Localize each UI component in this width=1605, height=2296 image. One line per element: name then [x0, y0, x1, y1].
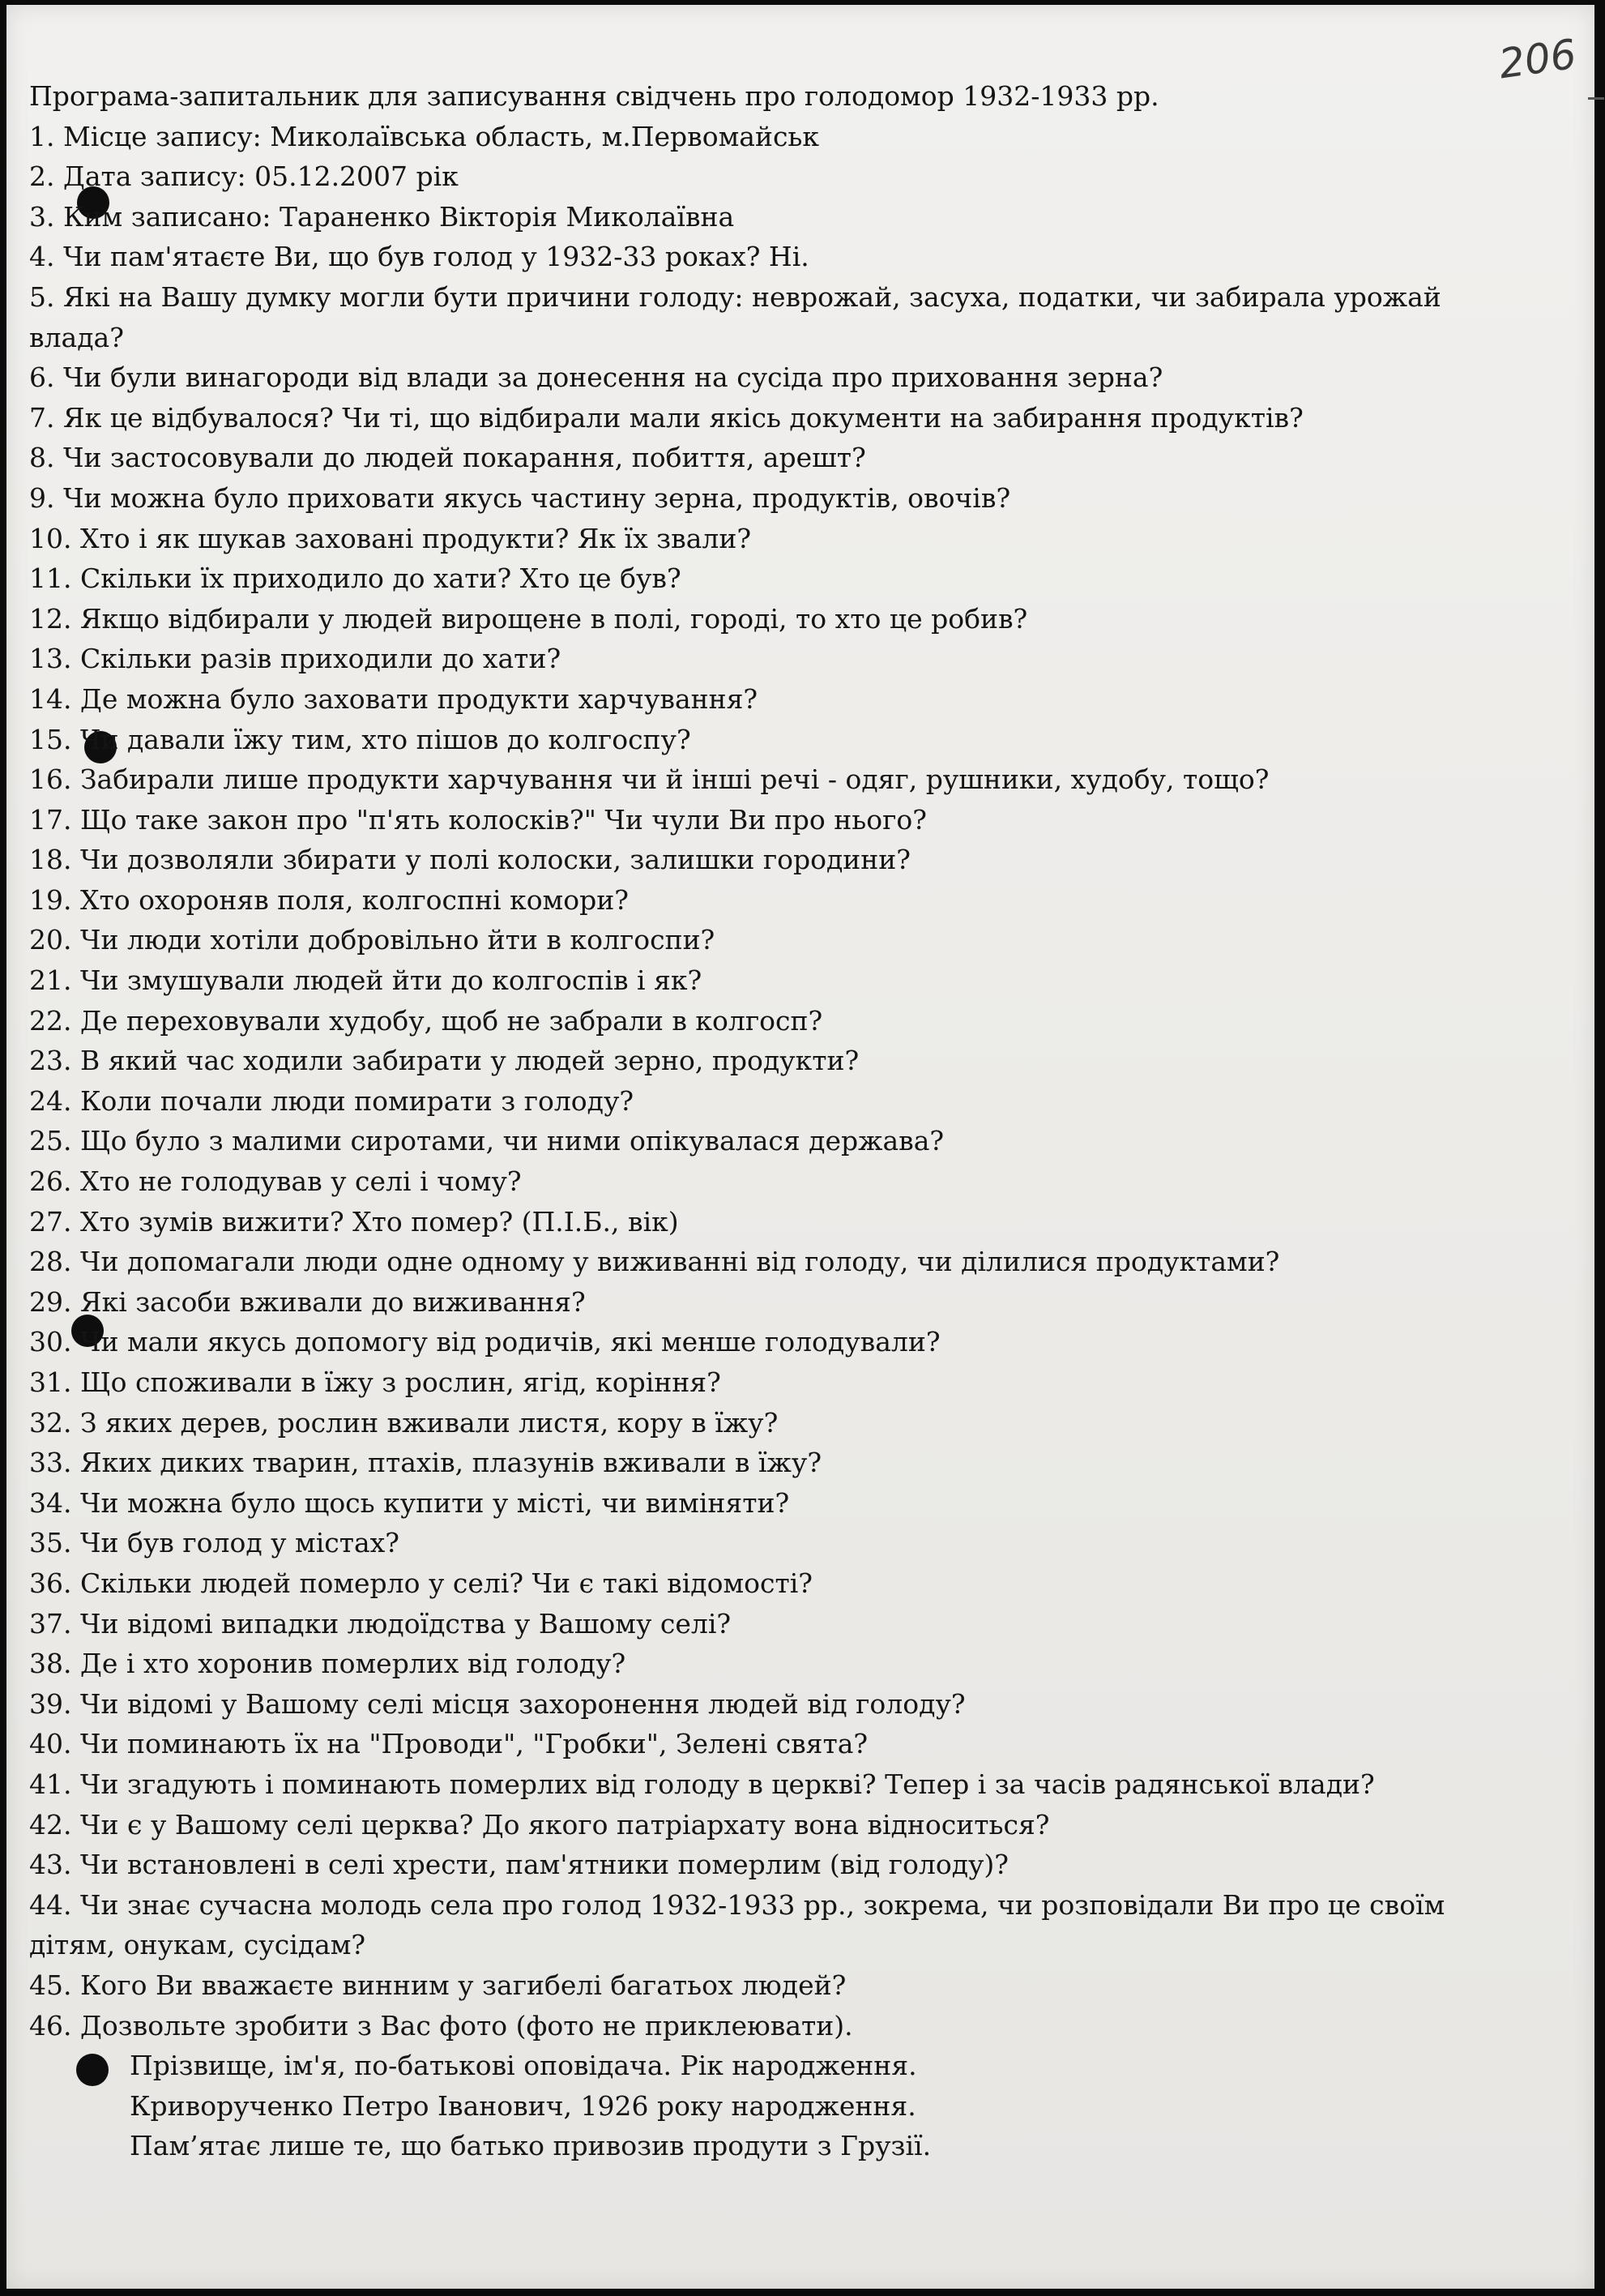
question-number: 35.: [29, 1527, 72, 1559]
question-text: Чи був голод у містах?: [79, 1527, 399, 1559]
question-text: Чи застосовували до людей покарання, побиття, арешт?: [63, 442, 866, 474]
question-number: 42.: [29, 1808, 72, 1841]
question-number: 37.: [29, 1607, 72, 1640]
question-text: Які на Вашу думку могли бути причини голоду: неврожай, засуха, податки, чи забирала урожай: [63, 280, 1441, 313]
question-text: Чи відомі у Вашому селі місця захоронення людей від голоду?: [79, 1687, 966, 1720]
question-list: [29, 117, 1520, 2046]
question-item: [29, 1443, 1520, 1483]
question-item: [29, 1805, 1520, 1845]
question-number: 8.: [29, 442, 55, 474]
question-text-continuation: влада?: [29, 321, 124, 353]
question-number: 18.: [29, 844, 72, 876]
question-item: [29, 1322, 1520, 1362]
questionnaire: [29, 76, 1520, 2166]
question-text: Чи змушували людей йти до колгоспів і як?: [79, 964, 702, 997]
question-item: [29, 1282, 1520, 1323]
question-text: Чи встановлені в селі хрести, пам'ятники померлим (від голоду)?: [79, 1849, 1009, 1881]
question-number: 17.: [29, 803, 72, 836]
question-number: 5.: [29, 280, 55, 313]
question-text: Хто і як шукав заховані продукти? Як їх звали?: [79, 522, 752, 554]
question-item: [29, 237, 1520, 277]
question-number: 20.: [29, 924, 72, 956]
question-number: 2.: [29, 160, 55, 193]
question-item: [29, 519, 1520, 559]
question-number: 43.: [29, 1849, 72, 1881]
question-text: Якщо відбирали у людей вирощене в полі, городі, то хто це робив?: [79, 602, 1028, 635]
handwritten-page-number: 206: [1496, 30, 1580, 88]
question-item: [29, 357, 1520, 398]
question-text: Чи знає сучасна молодь села про голод 1932-1933 рр., зокрема, чи розповідали Ви про це своїм: [79, 1888, 1445, 1921]
question-text: В який час ходили забирати у людей зерно, продукти?: [79, 1045, 860, 1077]
question-text: Де можна було заховати продукти харчування?: [79, 682, 758, 715]
question-text: Що було з малими сиротами, чи ними опікувалася держава?: [79, 1125, 945, 1157]
question-item: [29, 277, 1520, 318]
question-item: [29, 1242, 1520, 1282]
question-item: [29, 759, 1520, 800]
question-item: [29, 398, 1520, 438]
question-item: [29, 1081, 1520, 1122]
question-item: [29, 1764, 1520, 1805]
question-text: Що таке закон про "п'ять колосків?" Чи чули Ви про нього?: [79, 803, 927, 836]
question-text-continuation: дітям, онукам, сусідам?: [29, 1929, 366, 1961]
question-number: 10.: [29, 522, 72, 554]
question-item: [29, 1644, 1520, 1684]
question-item: [29, 2006, 1520, 2046]
question-item: [29, 1362, 1520, 1403]
question-number: 30.: [29, 1326, 72, 1358]
question-item: [29, 1483, 1520, 1524]
question-text: Чи мали якусь допомогу від родичів, які менше голодували?: [79, 1326, 941, 1358]
question-number: 15.: [29, 723, 72, 755]
question-number: 23.: [29, 1045, 72, 1077]
question-item: [29, 720, 1520, 760]
question-number: 28.: [29, 1246, 72, 1278]
question-text: Дозвольте зробити з Вас фото (фото не приклеювати).: [79, 2009, 853, 2042]
question-number: 19.: [29, 883, 72, 916]
document-title: Програма-запитальник для записування свідчень про голодомор 1932-1933 рр.: [29, 80, 1159, 112]
question-text: Чи пам'ятаєте Ви, що був голод у 1932-33 роках? Ні.: [63, 241, 809, 273]
question-item: [29, 1604, 1520, 1644]
question-number: 31.: [29, 1366, 72, 1398]
question-text: Які засоби вживали до виживання?: [79, 1285, 586, 1318]
question-item: [29, 117, 1520, 157]
question-number: 1.: [29, 120, 55, 152]
question-text: Де і хто хоронив померлих від голоду?: [79, 1648, 626, 1680]
question-number: 41.: [29, 1768, 72, 1800]
question-text: Коли почали люди помирати з голоду?: [79, 1084, 634, 1117]
question-item: [29, 880, 1520, 921]
question-text: Чи поминають їх на "Проводи", "Гробки", Зелені свята?: [79, 1728, 869, 1760]
question-item: [29, 1523, 1520, 1563]
question-number: 29.: [29, 1285, 72, 1318]
footer-narrator-name: Криворученко Петро Іванович, 1926 року народження.: [130, 2089, 916, 2122]
question-number: 36.: [29, 1567, 72, 1599]
question-text: Забирали лише продукти харчування чи й інші речі - одяг, рушники, худобу, тощо?: [79, 763, 1270, 796]
question-number: 11.: [29, 562, 72, 595]
question-item: [29, 599, 1520, 639]
question-text: Скільки разів приходили до хати?: [79, 643, 561, 675]
question-number: 9.: [29, 481, 55, 514]
question-number: 14.: [29, 682, 72, 715]
question-number: 12.: [29, 602, 72, 635]
question-text: Чи дозволяли збирати у полі колоски, залишки городини?: [79, 844, 911, 876]
question-text: Чи можна було приховати якусь частину зерна, продуктів, овочів?: [63, 481, 1011, 514]
question-item: [29, 1724, 1520, 1764]
question-number: 26.: [29, 1165, 72, 1198]
question-text: З яких дерев, рослин вживали листя, кору в їжу?: [79, 1406, 779, 1439]
question-text: Місце запису: Миколаївська область, м.Первомайськ: [63, 120, 820, 152]
question-text: Скільки людей померло у селі? Чи є такі відомості?: [79, 1567, 813, 1599]
question-number: 6.: [29, 361, 55, 394]
footer-narrator-note: Пам’ятає лише те, що батько привозив продути з Грузії.: [130, 2130, 932, 2162]
question-number: 24.: [29, 1084, 72, 1117]
question-number: 22.: [29, 1004, 72, 1037]
question-item: [29, 478, 1520, 519]
question-number: 32.: [29, 1406, 72, 1439]
question-item: [29, 1121, 1520, 1161]
question-number: 7.: [29, 401, 55, 434]
question-item: [29, 840, 1520, 880]
question-item: [29, 1845, 1520, 1885]
question-text: Дата запису: 05.12.2007 рік: [63, 160, 459, 193]
question-number: 45.: [29, 1969, 72, 2001]
question-number: 16.: [29, 763, 72, 796]
question-text: Чи є у Вашому селі церква? До якого патріархату вона відноситься?: [79, 1808, 1050, 1841]
question-text: Чи відомі випадки людоїдства у Вашому селі?: [79, 1607, 732, 1640]
question-item: [29, 1202, 1520, 1242]
question-text: Скільки їх приходило до хати? Хто це був?: [79, 562, 681, 595]
question-item: [29, 156, 1520, 197]
question-text: Хто не голодував у селі і чому?: [79, 1165, 522, 1198]
margin-mark: [1588, 97, 1604, 100]
question-text: Ким записано: Тараненко Вікторія Миколаївна: [63, 200, 735, 233]
question-item: [29, 1885, 1520, 1926]
question-text: Хто охороняв поля, колгоспні комори?: [79, 883, 629, 916]
question-item: [29, 1041, 1520, 1081]
question-item: [29, 1001, 1520, 1041]
footer-narrator-prompt: Прізвище, ім'я, по-батькові оповідача. Рік народження.: [130, 2050, 917, 2082]
question-item: [29, 679, 1520, 720]
question-text: Чи були винагороди від влади за донесення на сусіда про приховання зерна?: [63, 361, 1163, 394]
question-number: 13.: [29, 643, 72, 675]
question-number: 27.: [29, 1205, 72, 1238]
question-item: [29, 438, 1520, 478]
question-text: Чи можна було щось купити у місті, чи виміняти?: [79, 1486, 790, 1519]
question-text: Чи давали їжу тим, хто пішов до колгоспу?: [79, 723, 691, 755]
question-number: 3.: [29, 200, 55, 233]
question-item: [29, 920, 1520, 960]
question-item: [29, 197, 1520, 237]
question-text: Як це відбувалося? Чи ті, що відбирали мали якісь документи на забирання продуктів?: [63, 401, 1304, 434]
question-number: 46.: [29, 2009, 72, 2042]
question-number: 4.: [29, 241, 55, 273]
question-text: Чи люди хотіли добровільно йти в колгоспи?: [79, 924, 715, 956]
question-item: [29, 1563, 1520, 1604]
question-text: Яких диких тварин, птахів, плазунів вживали в їжу?: [79, 1447, 822, 1479]
question-number: 44.: [29, 1888, 72, 1921]
question-number: 33.: [29, 1447, 72, 1479]
question-number: 40.: [29, 1728, 72, 1760]
question-text: Хто зумів вижити? Хто помер? (П.І.Б., вік): [79, 1205, 679, 1238]
question-text: Де переховували худобу, щоб не забрали в колгосп?: [79, 1004, 823, 1037]
question-item: [29, 1684, 1520, 1725]
question-number: 25.: [29, 1125, 72, 1157]
question-text: Кого Ви вважаєте винним у загибелі багатьох людей?: [79, 1969, 847, 2001]
question-item: [29, 639, 1520, 679]
question-number: 39.: [29, 1687, 72, 1720]
question-item: [29, 1965, 1520, 2006]
question-item: [29, 960, 1520, 1001]
question-text: Чи згадують і поминають померлих від голоду в церкві? Тепер і за часів радянської влади?: [79, 1768, 1375, 1800]
question-number: 38.: [29, 1648, 72, 1680]
question-number: 21.: [29, 964, 72, 997]
question-item: [29, 558, 1520, 599]
question-item: [29, 800, 1520, 840]
question-item: [29, 1403, 1520, 1443]
question-text: Чи допомагали люди одне одному у виживанні від голоду, чи ділилися продуктами?: [79, 1246, 1280, 1278]
question-text: Що споживали в їжу з рослин, ягід, коріння?: [79, 1366, 721, 1398]
question-number: 34.: [29, 1486, 72, 1519]
question-item: [29, 1161, 1520, 1202]
